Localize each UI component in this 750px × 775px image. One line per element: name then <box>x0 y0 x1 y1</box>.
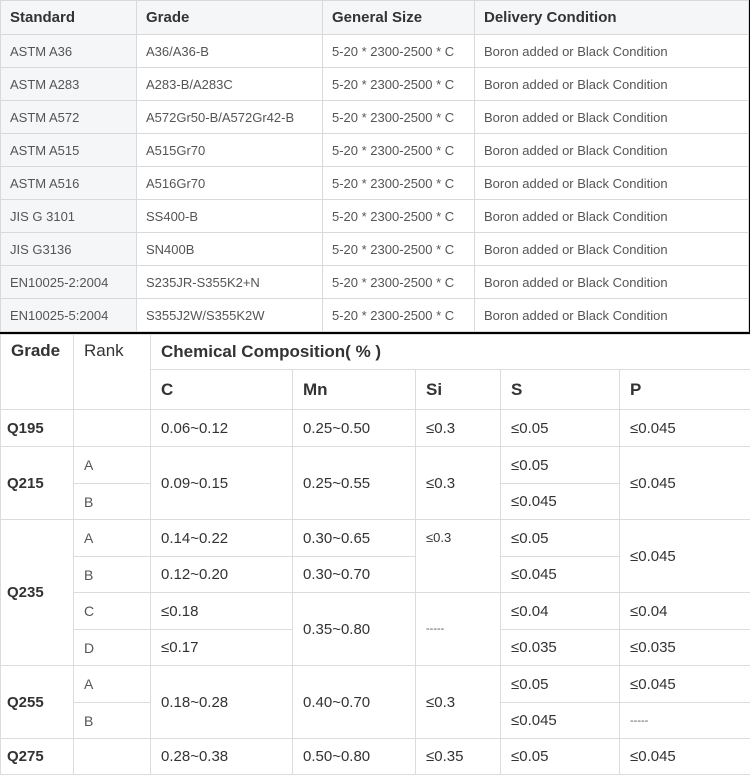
cell-size: 5-20 * 2300-2500 * C <box>323 134 475 167</box>
rank-cell: B <box>74 703 151 739</box>
table-row <box>1 299 749 332</box>
rank-cell: B <box>74 484 151 520</box>
rank-cell: A <box>74 447 151 484</box>
cell-standard: EN10025-2:2004 <box>1 266 137 299</box>
cell-size: 5-20 * 2300-2500 * C <box>323 101 475 134</box>
cell-size: 5-20 * 2300-2500 * C <box>323 233 475 266</box>
cell-size: 5-20 * 2300-2500 * C <box>323 35 475 68</box>
chemical-composition-table <box>0 334 750 775</box>
cell-delivery: Boron added or Black Condition <box>475 233 749 266</box>
s-cell: ≤0.045 <box>501 557 620 593</box>
c-cell: ≤0.17 <box>151 630 293 666</box>
table-row <box>1 739 750 775</box>
cell-grade: A516Gr70 <box>137 167 323 200</box>
header-si: Si <box>416 370 501 410</box>
c-cell: 0.18~0.28 <box>151 666 293 739</box>
p-cell: ≤0.045 <box>620 739 750 775</box>
cell-size: 5-20 * 2300-2500 * C <box>323 266 475 299</box>
chem-header-row <box>1 335 750 370</box>
cell-standard: ASTM A36 <box>1 35 137 68</box>
cell-standard: ASTM A515 <box>1 134 137 167</box>
cell-delivery: Boron added or Black Condition <box>475 266 749 299</box>
table-row <box>1 35 749 68</box>
header-grade: Grade <box>1 335 74 410</box>
table-row <box>1 593 750 630</box>
grade-cell: Q195 <box>1 410 74 447</box>
si-cell: ≤0.3 <box>416 666 501 739</box>
cell-grade: S235JR-S355K2+N <box>137 266 323 299</box>
cell-standard: JIS G3136 <box>1 233 137 266</box>
c-cell: 0.06~0.12 <box>151 410 293 447</box>
c-cell: 0.12~0.20 <box>151 557 293 593</box>
s-cell: ≤0.04 <box>501 593 620 630</box>
cell-standard: JIS G 3101 <box>1 200 137 233</box>
p-cell: ≤0.04 <box>620 593 750 630</box>
grade-cell: Q235 <box>1 520 74 666</box>
table-row <box>1 520 750 557</box>
si-cell: ≤0.35 <box>416 739 501 775</box>
cell-standard: ASTM A516 <box>1 167 137 200</box>
p-cell: ≤0.045 <box>620 447 750 520</box>
mn-cell: 0.40~0.70 <box>293 666 416 739</box>
table-row <box>1 167 749 200</box>
cell-grade: A515Gr70 <box>137 134 323 167</box>
cell-standard: ASTM A572 <box>1 101 137 134</box>
s-cell: ≤0.05 <box>501 520 620 557</box>
cell-delivery: Boron added or Black Condition <box>475 134 749 167</box>
cell-delivery: Boron added or Black Condition <box>475 167 749 200</box>
cell-delivery: Boron added or Black Condition <box>475 299 749 332</box>
cell-grade: SN400B <box>137 233 323 266</box>
table-row <box>1 68 749 101</box>
cell-grade: S355J2W/S355K2W <box>137 299 323 332</box>
si-cell: ≤0.3 <box>416 447 501 520</box>
cell-grade: A283-B/A283C <box>137 68 323 101</box>
cell-standard: EN10025-5:2004 <box>1 299 137 332</box>
si-cell: ----- <box>416 593 501 666</box>
header-mn: Mn <box>293 370 416 410</box>
cell-size: 5-20 * 2300-2500 * C <box>323 200 475 233</box>
table-row <box>1 410 750 447</box>
mn-cell: 0.50~0.80 <box>293 739 416 775</box>
table-header-row <box>1 1 749 35</box>
table-row <box>1 266 749 299</box>
s-cell: ≤0.045 <box>501 703 620 739</box>
c-cell: 0.14~0.22 <box>151 520 293 557</box>
mn-cell: 0.30~0.70 <box>293 557 416 593</box>
cell-delivery: Boron added or Black Condition <box>475 35 749 68</box>
grade-cell: Q275 <box>1 739 74 775</box>
grade-cell: Q255 <box>1 666 74 739</box>
rank-cell: A <box>74 666 151 703</box>
header-p: P <box>620 370 750 410</box>
header-general-size: General Size <box>323 1 475 35</box>
rank-cell: A <box>74 520 151 557</box>
cell-delivery: Boron added or Black Condition <box>475 68 749 101</box>
rank-cell: D <box>74 630 151 666</box>
si-cell: ≤0.3 <box>416 410 501 447</box>
steel-standards-table <box>0 0 749 332</box>
s-cell: ≤0.045 <box>501 484 620 520</box>
table-row <box>1 666 750 703</box>
header-rank: Rank <box>74 335 151 410</box>
c-cell: 0.28~0.38 <box>151 739 293 775</box>
cell-standard: ASTM A283 <box>1 68 137 101</box>
p-cell: ≤0.045 <box>620 410 750 447</box>
p-cell: ≤0.045 <box>620 520 750 593</box>
rank-cell <box>74 410 151 447</box>
mn-cell: 0.25~0.55 <box>293 447 416 520</box>
p-cell: ≤0.045 <box>620 666 750 703</box>
table-row <box>1 200 749 233</box>
s-cell: ≤0.035 <box>501 630 620 666</box>
header-s: S <box>501 370 620 410</box>
mn-cell: 0.35~0.80 <box>293 593 416 666</box>
mn-cell: 0.25~0.50 <box>293 410 416 447</box>
p-cell: ----- <box>620 703 750 739</box>
s-cell: ≤0.05 <box>501 666 620 703</box>
grade-cell: Q215 <box>1 447 74 520</box>
c-cell: ≤0.18 <box>151 593 293 630</box>
header-chemical-composition: Chemical Composition( % ) <box>151 335 750 370</box>
rank-cell: B <box>74 557 151 593</box>
si-cell: ≤0.3 <box>416 520 501 593</box>
cell-grade: A36/A36-B <box>137 35 323 68</box>
cell-delivery: Boron added or Black Condition <box>475 101 749 134</box>
cell-delivery: Boron added or Black Condition <box>475 200 749 233</box>
s-cell: ≤0.05 <box>501 447 620 484</box>
rank-cell: C <box>74 593 151 630</box>
header-grade: Grade <box>137 1 323 35</box>
table-row <box>1 447 750 484</box>
c-cell: 0.09~0.15 <box>151 447 293 520</box>
table-row <box>1 134 749 167</box>
header-c: C <box>151 370 293 410</box>
s-cell: ≤0.05 <box>501 410 620 447</box>
rank-cell <box>74 739 151 775</box>
mn-cell: 0.30~0.65 <box>293 520 416 557</box>
cell-grade: A572Gr50-B/A572Gr42-B <box>137 101 323 134</box>
table-row <box>1 233 749 266</box>
s-cell: ≤0.05 <box>501 739 620 775</box>
table-row <box>1 101 749 134</box>
cell-size: 5-20 * 2300-2500 * C <box>323 167 475 200</box>
p-cell: ≤0.035 <box>620 630 750 666</box>
header-delivery-condition: Delivery Condition <box>475 1 749 35</box>
header-standard: Standard <box>1 1 137 35</box>
cell-size: 5-20 * 2300-2500 * C <box>323 299 475 332</box>
cell-grade: SS400-B <box>137 200 323 233</box>
cell-size: 5-20 * 2300-2500 * C <box>323 68 475 101</box>
